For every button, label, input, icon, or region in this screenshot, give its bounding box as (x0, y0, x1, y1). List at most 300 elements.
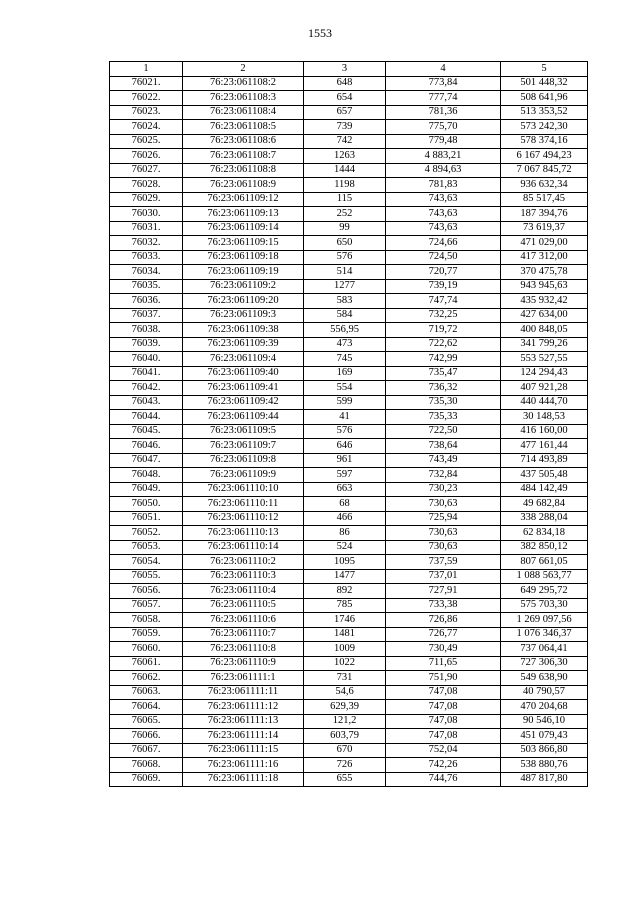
table-row (110, 250, 588, 265)
table-cell: 40 790,57 (501, 685, 588, 700)
table-cell: 76063. (110, 685, 183, 700)
table-cell: 76064. (110, 700, 183, 715)
table-cell: 514 (304, 265, 386, 280)
table-row (110, 555, 588, 570)
table-cell: 733,38 (386, 598, 501, 613)
table-cell: 76046. (110, 439, 183, 454)
table-cell: 76:23:061109:19 (183, 265, 304, 280)
table-cell: 76043. (110, 395, 183, 410)
table-cell: 735,33 (386, 410, 501, 425)
table-cell: 735,30 (386, 395, 501, 410)
column-header: 4 (386, 62, 501, 77)
table-cell: 727 306,30 (501, 656, 588, 671)
table-cell: 76028. (110, 178, 183, 193)
table-cell: 1746 (304, 613, 386, 628)
table-cell: 76:23:061109:7 (183, 439, 304, 454)
table-cell: 785 (304, 598, 386, 613)
table-cell: 76021. (110, 76, 183, 91)
table-cell: 54,6 (304, 685, 386, 700)
table-cell: 76:23:061109:18 (183, 250, 304, 265)
table-cell: 76:23:061109:20 (183, 294, 304, 309)
table-cell: 76038. (110, 323, 183, 338)
table-cell: 76:23:061111:14 (183, 729, 304, 744)
table-cell: 1198 (304, 178, 386, 193)
table-row (110, 105, 588, 120)
table-cell: 76:23:061109:38 (183, 323, 304, 338)
table-cell: 76:23:061109:2 (183, 279, 304, 294)
table-row (110, 453, 588, 468)
table-cell: 739 (304, 120, 386, 135)
table-cell: 76:23:061108:6 (183, 134, 304, 149)
table-cell: 86 (304, 526, 386, 541)
table-cell: 1 076 346,37 (501, 627, 588, 642)
table-cell: 779,48 (386, 134, 501, 149)
table-cell: 743,63 (386, 207, 501, 222)
table-cell: 407 921,28 (501, 381, 588, 396)
table-cell: 76031. (110, 221, 183, 236)
table-cell: 4 883,21 (386, 149, 501, 164)
table-cell: 730,63 (386, 497, 501, 512)
table-row (110, 265, 588, 280)
table-row (110, 642, 588, 657)
table-cell: 524 (304, 540, 386, 555)
table-row (110, 192, 588, 207)
table-cell: 76:23:061110:11 (183, 497, 304, 512)
table-row (110, 410, 588, 425)
table-cell: 76029. (110, 192, 183, 207)
table-cell: 121,2 (304, 714, 386, 729)
table-cell: 370 475,78 (501, 265, 588, 280)
table-cell: 732,25 (386, 308, 501, 323)
table-cell: 76:23:061110:2 (183, 555, 304, 570)
table-cell: 76066. (110, 729, 183, 744)
table-cell: 76037. (110, 308, 183, 323)
table-cell: 76:23:061108:4 (183, 105, 304, 120)
table-cell: 742,26 (386, 758, 501, 773)
table-cell: 655 (304, 772, 386, 787)
table-cell: 76:23:061109:42 (183, 395, 304, 410)
table-cell: 650 (304, 236, 386, 251)
table-cell: 556,95 (304, 323, 386, 338)
table-cell: 553 527,55 (501, 352, 588, 367)
table-cell: 76:23:061109:3 (183, 308, 304, 323)
table-cell: 76051. (110, 511, 183, 526)
table-cell: 6 167 494,23 (501, 149, 588, 164)
table-cell: 76:23:061109:39 (183, 337, 304, 352)
table-row (110, 120, 588, 135)
table-cell: 76023. (110, 105, 183, 120)
table-cell: 427 634,00 (501, 308, 588, 323)
table-cell: 736,32 (386, 381, 501, 396)
table-cell: 30 148,53 (501, 410, 588, 425)
table-row (110, 714, 588, 729)
table-cell: 730,63 (386, 540, 501, 555)
table-row (110, 236, 588, 251)
table-cell: 4 894,63 (386, 163, 501, 178)
table-cell: 76035. (110, 279, 183, 294)
table-cell: 76:23:061110:6 (183, 613, 304, 628)
table-cell: 99 (304, 221, 386, 236)
column-header: 3 (304, 62, 386, 77)
table-cell: 76:23:061110:10 (183, 482, 304, 497)
table-cell: 76033. (110, 250, 183, 265)
table-row (110, 91, 588, 106)
table-cell: 76059. (110, 627, 183, 642)
table-cell: 538 880,76 (501, 758, 588, 773)
table-cell: 76:23:061108:5 (183, 120, 304, 135)
table-cell: 76060. (110, 642, 183, 657)
table-row (110, 671, 588, 686)
table-row (110, 758, 588, 773)
table-cell: 76:23:061110:8 (183, 642, 304, 657)
table-cell: 513 353,52 (501, 105, 588, 120)
table-row (110, 511, 588, 526)
table-row (110, 540, 588, 555)
table-cell: 576 (304, 250, 386, 265)
table-cell: 781,36 (386, 105, 501, 120)
table-cell: 62 834,18 (501, 526, 588, 541)
table-cell: 76:23:061109:12 (183, 192, 304, 207)
table-row (110, 584, 588, 599)
table-cell: 76041. (110, 366, 183, 381)
table-cell: 1481 (304, 627, 386, 642)
table-cell: 737,59 (386, 555, 501, 570)
table-cell: 470 204,68 (501, 700, 588, 715)
table-cell: 76:23:061109:41 (183, 381, 304, 396)
table-cell: 76:23:061111:15 (183, 743, 304, 758)
table-cell: 466 (304, 511, 386, 526)
table-cell: 76:23:061109:4 (183, 352, 304, 367)
table-cell: 599 (304, 395, 386, 410)
table-row (110, 76, 588, 91)
table-row (110, 381, 588, 396)
table-cell: 76022. (110, 91, 183, 106)
table-cell: 747,08 (386, 700, 501, 715)
table-row (110, 134, 588, 149)
table-cell: 76:23:061111:12 (183, 700, 304, 715)
table-cell: 76:23:061110:7 (183, 627, 304, 642)
table-cell: 451 079,43 (501, 729, 588, 744)
table-cell: 936 632,34 (501, 178, 588, 193)
table-row (110, 366, 588, 381)
table-cell: 646 (304, 439, 386, 454)
table-body (110, 76, 588, 787)
table-cell: 76036. (110, 294, 183, 309)
table-row (110, 743, 588, 758)
table-cell: 435 932,42 (501, 294, 588, 309)
table-cell: 471 029,00 (501, 236, 588, 251)
table-cell: 738,64 (386, 439, 501, 454)
table-row (110, 613, 588, 628)
table-cell: 742 (304, 134, 386, 149)
table-cell: 747,08 (386, 685, 501, 700)
table-row (110, 627, 588, 642)
table-cell: 744,76 (386, 772, 501, 787)
table-cell: 1 088 563,77 (501, 569, 588, 584)
table-cell: 76044. (110, 410, 183, 425)
table-cell: 76:23:061109:13 (183, 207, 304, 222)
table-cell: 49 682,84 (501, 497, 588, 512)
table-cell: 747,08 (386, 714, 501, 729)
table-cell: 714 493,89 (501, 453, 588, 468)
table-cell: 670 (304, 743, 386, 758)
table-cell: 169 (304, 366, 386, 381)
table-cell: 549 638,90 (501, 671, 588, 686)
table-cell: 76:23:061108:8 (183, 163, 304, 178)
table-cell: 76:23:061110:12 (183, 511, 304, 526)
table-cell: 76:23:061109:44 (183, 410, 304, 425)
table-cell: 487 817,80 (501, 772, 588, 787)
table-cell: 76:23:061109:8 (183, 453, 304, 468)
table-row (110, 424, 588, 439)
table-cell: 76:23:061109:5 (183, 424, 304, 439)
table-cell: 739,19 (386, 279, 501, 294)
table-cell: 76055. (110, 569, 183, 584)
table-cell: 473 (304, 337, 386, 352)
table-row (110, 468, 588, 483)
table-cell: 76:23:061111:1 (183, 671, 304, 686)
table-row (110, 497, 588, 512)
table-cell: 737 064,41 (501, 642, 588, 657)
table-cell: 654 (304, 91, 386, 106)
table-cell: 961 (304, 453, 386, 468)
table-cell: 1022 (304, 656, 386, 671)
table-cell: 76025. (110, 134, 183, 149)
cadastral-table (109, 61, 588, 787)
table-cell: 76034. (110, 265, 183, 280)
table-cell: 76030. (110, 207, 183, 222)
column-header: 2 (183, 62, 304, 77)
page-number: 1553 (308, 26, 332, 40)
table-cell: 187 394,76 (501, 207, 588, 222)
table-cell: 576 (304, 424, 386, 439)
table-cell: 76039. (110, 337, 183, 352)
table-cell: 743,63 (386, 192, 501, 207)
table-cell: 76056. (110, 584, 183, 599)
table-cell: 484 142,49 (501, 482, 588, 497)
table-row (110, 279, 588, 294)
table-cell: 252 (304, 207, 386, 222)
table-cell: 76:23:061109:14 (183, 221, 304, 236)
table-cell: 338 288,04 (501, 511, 588, 526)
table-cell: 76:23:061108:3 (183, 91, 304, 106)
table-cell: 1277 (304, 279, 386, 294)
table-cell: 730,49 (386, 642, 501, 657)
table-cell: 1095 (304, 555, 386, 570)
table-cell: 76057. (110, 598, 183, 613)
table-cell: 747,08 (386, 729, 501, 744)
table-cell: 773,84 (386, 76, 501, 91)
table-cell: 711,65 (386, 656, 501, 671)
table-cell: 743,49 (386, 453, 501, 468)
table-cell: 76065. (110, 714, 183, 729)
table-cell: 437 505,48 (501, 468, 588, 483)
table-cell: 554 (304, 381, 386, 396)
table-row (110, 729, 588, 744)
table-cell: 76053. (110, 540, 183, 555)
table-cell: 1477 (304, 569, 386, 584)
table-cell: 743,63 (386, 221, 501, 236)
table-cell: 747,74 (386, 294, 501, 309)
table-cell: 735,47 (386, 366, 501, 381)
table-row (110, 352, 588, 367)
table-cell: 76:23:061109:15 (183, 236, 304, 251)
table-cell: 508 641,96 (501, 91, 588, 106)
table-cell: 76:23:061108:7 (183, 149, 304, 164)
table-cell: 1 269 097,56 (501, 613, 588, 628)
table-cell: 90 546,10 (501, 714, 588, 729)
table-cell: 76069. (110, 772, 183, 787)
column-header: 1 (110, 62, 183, 77)
table-cell: 76:23:061110:13 (183, 526, 304, 541)
table-cell: 76047. (110, 453, 183, 468)
table-cell: 76:23:061110:14 (183, 540, 304, 555)
table-row (110, 207, 588, 222)
table-cell: 1444 (304, 163, 386, 178)
table-row (110, 178, 588, 193)
table-cell: 726,77 (386, 627, 501, 642)
table-cell: 578 374,16 (501, 134, 588, 149)
table-cell: 943 945,63 (501, 279, 588, 294)
table-cell: 68 (304, 497, 386, 512)
table-cell: 807 661,05 (501, 555, 588, 570)
table-row (110, 221, 588, 236)
table-cell: 726 (304, 758, 386, 773)
table-cell: 775,70 (386, 120, 501, 135)
table-cell: 501 448,32 (501, 76, 588, 91)
table-cell: 76049. (110, 482, 183, 497)
table-cell: 477 161,44 (501, 439, 588, 454)
table-cell: 732,84 (386, 468, 501, 483)
table-row (110, 656, 588, 671)
table-row (110, 294, 588, 309)
table-cell: 722,62 (386, 337, 501, 352)
table-cell: 440 444,70 (501, 395, 588, 410)
table-cell: 76068. (110, 758, 183, 773)
table-cell: 41 (304, 410, 386, 425)
table-cell: 742,99 (386, 352, 501, 367)
table-cell: 745 (304, 352, 386, 367)
table-cell: 76:23:061110:3 (183, 569, 304, 584)
table-cell: 731 (304, 671, 386, 686)
table-cell: 573 242,30 (501, 120, 588, 135)
table-cell: 663 (304, 482, 386, 497)
table-cell: 720,77 (386, 265, 501, 280)
table-cell: 751,90 (386, 671, 501, 686)
table-cell: 1263 (304, 149, 386, 164)
table-cell: 719,72 (386, 323, 501, 338)
table-cell: 575 703,30 (501, 598, 588, 613)
table-row (110, 395, 588, 410)
table-cell: 417 312,00 (501, 250, 588, 265)
table-row (110, 569, 588, 584)
table-cell: 584 (304, 308, 386, 323)
table-row (110, 337, 588, 352)
table-cell: 603,79 (304, 729, 386, 744)
table-cell: 1009 (304, 642, 386, 657)
table-cell: 76:23:061111:18 (183, 772, 304, 787)
table-cell: 76045. (110, 424, 183, 439)
table-cell: 76032. (110, 236, 183, 251)
table-cell: 503 866,80 (501, 743, 588, 758)
table-cell: 724,50 (386, 250, 501, 265)
column-header: 5 (501, 62, 588, 77)
table-cell: 657 (304, 105, 386, 120)
table-cell: 76:23:061111:11 (183, 685, 304, 700)
table-cell: 76:23:061108:2 (183, 76, 304, 91)
table-cell: 629,39 (304, 700, 386, 715)
table-cell: 76:23:061110:9 (183, 656, 304, 671)
table-cell: 76024. (110, 120, 183, 135)
table-cell: 76:23:061109:9 (183, 468, 304, 483)
table-cell: 341 799,26 (501, 337, 588, 352)
table-cell: 76026. (110, 149, 183, 164)
table-cell: 724,66 (386, 236, 501, 251)
table-cell: 76:23:061108:9 (183, 178, 304, 193)
table-cell: 76054. (110, 555, 183, 570)
table-row (110, 163, 588, 178)
table-cell: 76:23:061111:13 (183, 714, 304, 729)
table-row (110, 598, 588, 613)
table-cell: 722,50 (386, 424, 501, 439)
table-cell: 85 517,45 (501, 192, 588, 207)
table-row (110, 149, 588, 164)
table-row (110, 482, 588, 497)
table-cell: 725,94 (386, 511, 501, 526)
table-cell: 76:23:061109:40 (183, 366, 304, 381)
table-cell: 777,74 (386, 91, 501, 106)
table-row (110, 308, 588, 323)
table-row (110, 439, 588, 454)
table-cell: 73 619,37 (501, 221, 588, 236)
table-cell: 115 (304, 192, 386, 207)
table-cell: 752,04 (386, 743, 501, 758)
table-cell: 76040. (110, 352, 183, 367)
table-cell: 726,86 (386, 613, 501, 628)
table-cell: 649 295,72 (501, 584, 588, 599)
table-cell: 76052. (110, 526, 183, 541)
table-cell: 416 160,00 (501, 424, 588, 439)
table-cell: 124 294,43 (501, 366, 588, 381)
table-cell: 7 067 845,72 (501, 163, 588, 178)
table-cell: 730,23 (386, 482, 501, 497)
table-row (110, 772, 588, 787)
table-row (110, 526, 588, 541)
table-cell: 648 (304, 76, 386, 91)
table-cell: 597 (304, 468, 386, 483)
header-row (110, 62, 588, 77)
table-cell: 76:23:061110:4 (183, 584, 304, 599)
table-cell: 583 (304, 294, 386, 309)
table-row (110, 323, 588, 338)
table-cell: 76042. (110, 381, 183, 396)
table-cell: 76:23:061110:5 (183, 598, 304, 613)
table-row (110, 685, 588, 700)
table-cell: 382 850,12 (501, 540, 588, 555)
table-cell: 76058. (110, 613, 183, 628)
table-cell: 76067. (110, 743, 183, 758)
table-cell: 892 (304, 584, 386, 599)
table-cell: 737,01 (386, 569, 501, 584)
table-cell: 727,91 (386, 584, 501, 599)
table-cell: 781,83 (386, 178, 501, 193)
table-cell: 76:23:061111:16 (183, 758, 304, 773)
table-cell: 76062. (110, 671, 183, 686)
table-cell: 730,63 (386, 526, 501, 541)
table-cell: 76061. (110, 656, 183, 671)
table-cell: 400 848,05 (501, 323, 588, 338)
table-cell: 76027. (110, 163, 183, 178)
